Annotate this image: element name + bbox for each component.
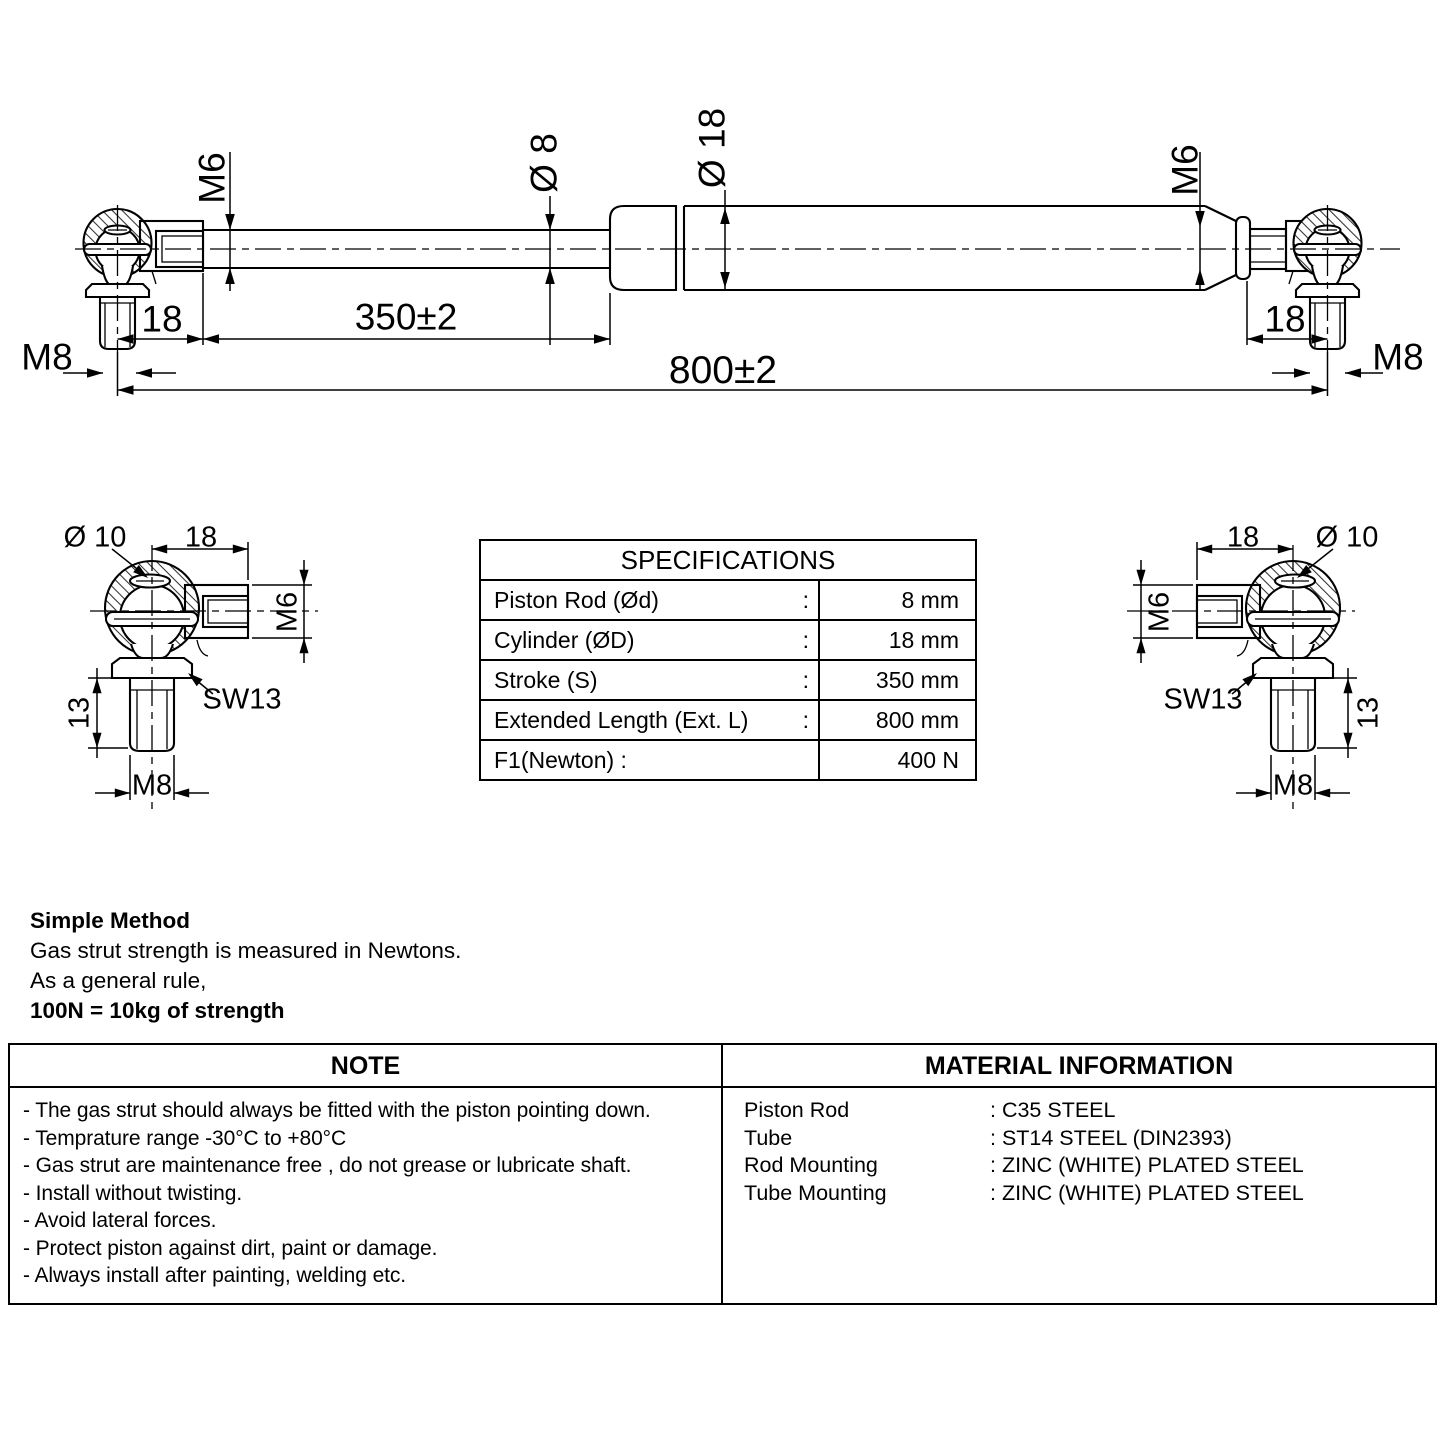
simple-method-rule: 100N = 10kg of strength [30,998,285,1023]
spec-label: Extended Length (Ext. L) [494,706,749,733]
dim-18: 18 [184,521,218,554]
material-label: Piston Rod [744,1098,850,1122]
table-row [481,741,975,779]
cylinder-head [610,206,676,290]
material-label: Tube [744,1125,793,1150]
dim-extended-length: 800±2 [668,349,778,393]
material-body [723,1088,1435,1303]
dim-sw13: SW13 [202,683,282,716]
dim-m8-left: M8 [21,336,73,378]
material-row [723,1152,1435,1180]
dim-ball-diameter: Ø 10 [63,521,127,554]
table-row [481,621,975,661]
material-label: Rod Mounting [744,1153,878,1177]
spec-colon: : [802,586,809,613]
right-end-fitting-detail [1127,521,1384,815]
material-label: Tube Mounting [744,1180,887,1205]
dim-stroke: 350±2 [354,296,458,338]
material-row [723,1180,1435,1208]
assembly-drawing [21,108,1423,396]
dim-m6: M6 [1143,591,1176,633]
spec-label: Cylinder (ØD) [494,626,635,653]
dim-ball-diameter: Ø 10 [1315,521,1379,554]
spec-colon: : [802,706,809,733]
specifications-table [479,539,977,781]
cylinder [610,206,1286,290]
material-value: : C35 STEEL [990,1098,1116,1122]
table-row [481,701,975,741]
spec-value: 350 mm [875,666,959,693]
note-item: - Temprature range -30°C to +80°C [23,1126,347,1150]
dim-m8-right: M8 [1372,336,1424,378]
table-row [481,581,975,621]
assembly-dimensions [21,108,1423,396]
dim-m6-right: M6 [1164,144,1206,196]
note-item: - The gas strut should always be fitted with the piston pointing down. [23,1099,651,1122]
dim-m6: M6 [271,591,304,633]
spec-colon: : [802,626,809,653]
note-item: - Avoid lateral forces. [23,1209,217,1232]
note-item: - Gas strut are maintenance free , do not grease or lubricate shaft. [23,1154,632,1177]
spec-colon: : [802,666,809,693]
note-material-table [8,1043,1437,1305]
dim-sw13: SW13 [1163,683,1243,716]
spec-value: 18 mm [888,626,959,653]
material-row [723,1125,1435,1153]
table-row [481,661,975,701]
simple-method-block [30,906,461,1026]
dim-m6-left: M6 [191,152,233,204]
washer [1236,217,1250,279]
dim-13: 13 [1352,696,1385,730]
simple-method-line: Gas strut strength is measured in Newtons. [30,938,462,963]
dim-18-right: 18 [1264,298,1306,340]
dim-18-left: 18 [141,298,183,340]
dim-18: 18 [1226,521,1260,554]
note-item: - Protect piston against dirt, paint or damage. [23,1236,438,1260]
spec-label: Piston Rod (Ød) [494,586,659,613]
material-value: : ST14 STEEL (DIN2393) [990,1125,1232,1150]
material-row [723,1097,1435,1125]
left-end-fitting-detail [63,521,318,815]
cylinder-taper [1205,206,1238,222]
spec-value: 8 mm [901,586,959,613]
spec-value: 800 mm [875,706,959,733]
dim-m8: M8 [1272,769,1314,802]
spec-label: F1(Newton) : [494,746,627,773]
material-value: : ZINC (WHITE) PLATED STEEL [990,1180,1304,1205]
note-item: - Install without twisting. [23,1181,243,1205]
simple-method-heading: Simple Method [30,908,191,933]
dim-cylinder-diameter: Ø 18 [691,107,733,189]
dim-m8: M8 [131,769,173,802]
note-item: - Always install after painting, welding etc. [23,1264,407,1287]
spec-table-title: SPECIFICATIONS [481,541,975,581]
material-value: : ZINC (WHITE) PLATED STEEL [990,1153,1304,1177]
material-header: MATERIAL INFORMATION [723,1045,1435,1088]
dim-13: 13 [63,696,96,730]
note-body [10,1088,723,1303]
spec-label: Stroke (S) [494,666,598,693]
note-header: NOTE [10,1045,723,1088]
spec-value: 400 N [897,746,959,773]
dim-rod-diameter: Ø 8 [523,133,565,193]
simple-method-line: As a general rule, [30,968,207,993]
